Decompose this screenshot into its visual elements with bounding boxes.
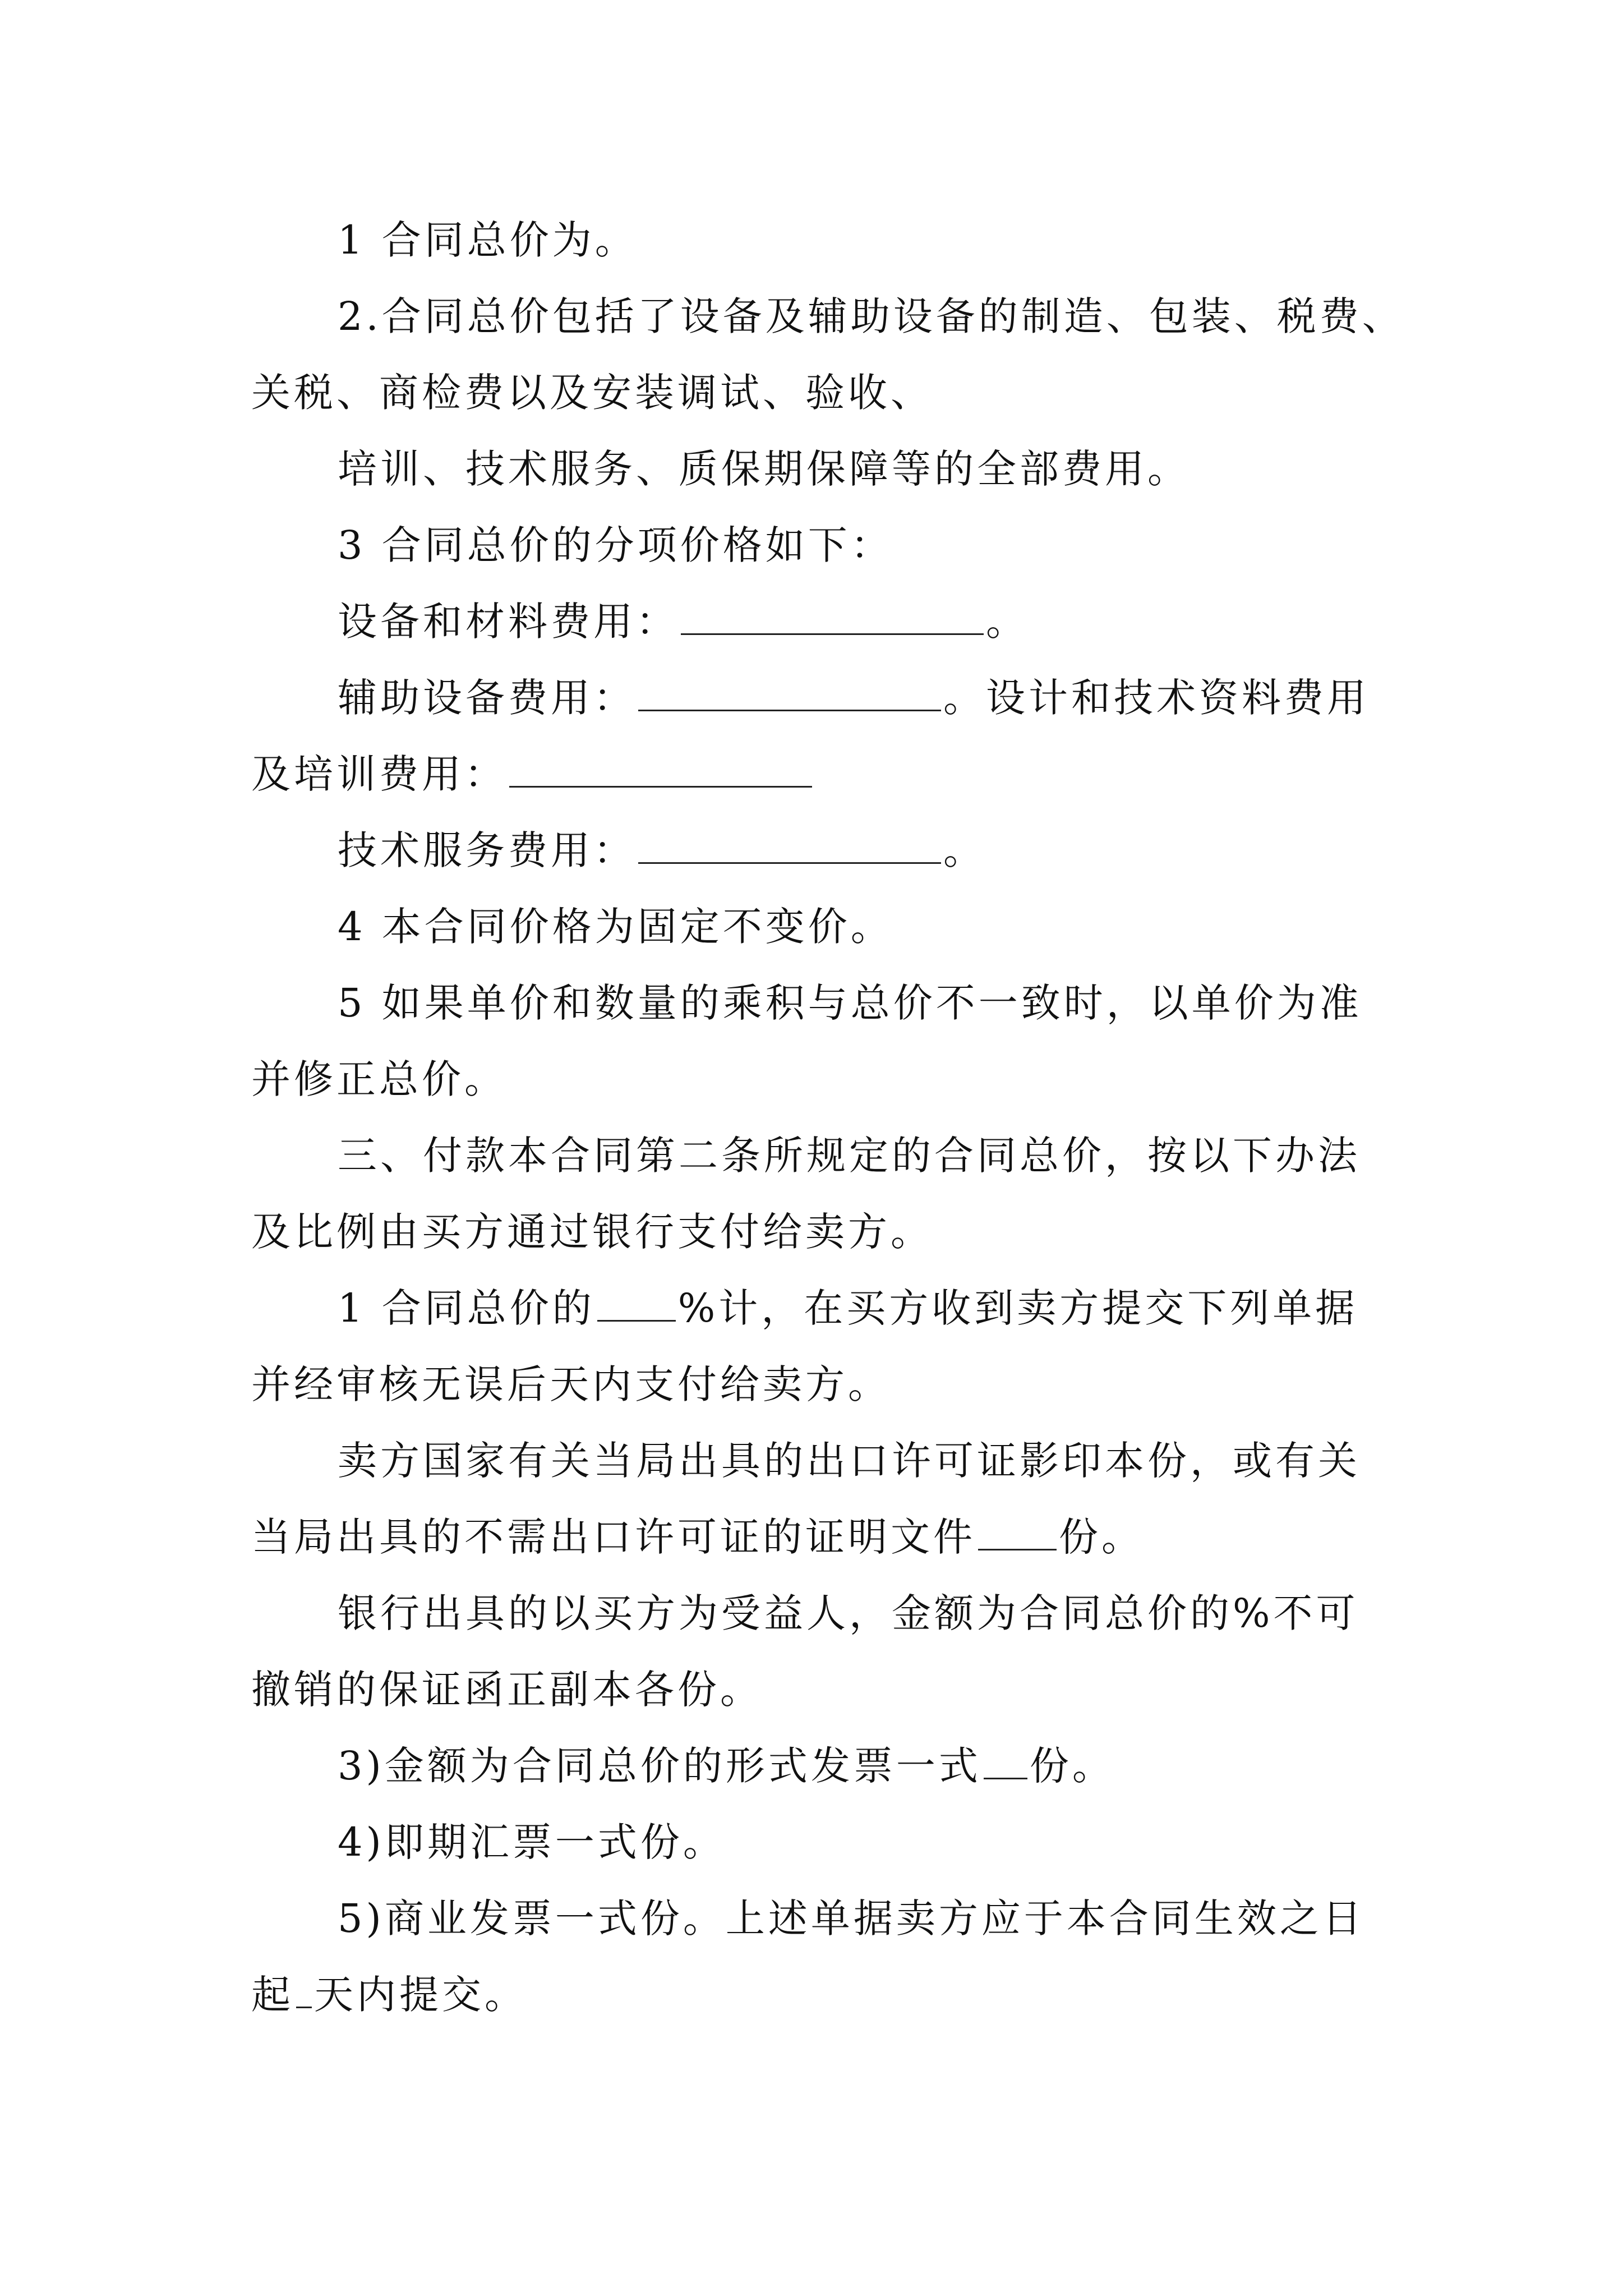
document-page bbox=[251, 202, 1405, 2033]
paragraph-line: 技术服务费用： 。 bbox=[338, 827, 986, 873]
paragraph-line: 设备和材料费用： 。 bbox=[338, 599, 1029, 645]
paragraph-line: 并修正总价。 bbox=[251, 1056, 507, 1102]
paragraph-line: 4)即期汇票一式份。 bbox=[338, 1819, 726, 1865]
paragraph-line: 4 本合同价格为固定不变价。 bbox=[338, 904, 893, 950]
paragraph-line: 关税、商检费以及安装调试、验收、 bbox=[251, 370, 933, 416]
paragraph-line: 3 合同总价的分项价格如下： bbox=[338, 522, 893, 568]
paragraph-line: 及比例由买方通过银行支付给卖方。 bbox=[251, 1209, 933, 1255]
fill-in-blank bbox=[984, 1745, 1027, 1779]
paragraph-line: 1 合同总价为。 bbox=[338, 217, 638, 263]
fill-in-blank bbox=[638, 677, 941, 711]
fill-in-blank bbox=[978, 1516, 1057, 1550]
paragraph-line: 5)商业发票一式份。上述单据卖方应于本合同生效之日 bbox=[338, 1895, 1365, 1941]
paragraph-line: 培训、技术服务、质保期保障等的全部费用。 bbox=[338, 446, 1190, 492]
paragraph-line: 辅助设备费用： 。设计和技术资料费用 bbox=[338, 675, 1370, 721]
paragraph-line: 起 天内提交。 bbox=[251, 1972, 527, 2018]
paragraph-line: 并经审核无误后天内支付给卖方。 bbox=[251, 1361, 891, 1407]
paragraph-line: 撤销的保证函正副本各份。 bbox=[251, 1667, 763, 1713]
fill-in-blank bbox=[597, 1287, 676, 1322]
paragraph-line: 银行出具的以买方为受益人，金额为合同总价的%不可 bbox=[338, 1590, 1359, 1636]
paragraph-line: 卖方国家有关当局出具的出口许可证影印本份，或有关 bbox=[338, 1438, 1361, 1484]
fill-in-blank bbox=[638, 830, 941, 864]
paragraph-line: 三、付款本合同第二条所规定的合同总价，按以下办法 bbox=[338, 1133, 1361, 1179]
fill-in-blank bbox=[296, 1974, 312, 2008]
paragraph-line: 5 如果单价和数量的乘积与总价不一致时，以单价为准 bbox=[338, 980, 1362, 1026]
paragraph-line: 1 合同总价的 %计，在买方收到卖方提交下列单据 bbox=[338, 1285, 1358, 1331]
paragraph-line: 2.合同总价包括了设备及辅助设备的制造、包装、税费、 bbox=[338, 293, 1405, 339]
fill-in-blank bbox=[681, 601, 984, 635]
paragraph-line: 及培训费用： bbox=[251, 736, 1391, 812]
paragraph-line: 3)金额为合同总价的形式发票一式 份。 bbox=[338, 1743, 1115, 1789]
fill-in-blank bbox=[509, 753, 812, 788]
paragraph-line: 当局出具的不需出口许可证的证明文件 份。 bbox=[251, 1514, 1144, 1560]
